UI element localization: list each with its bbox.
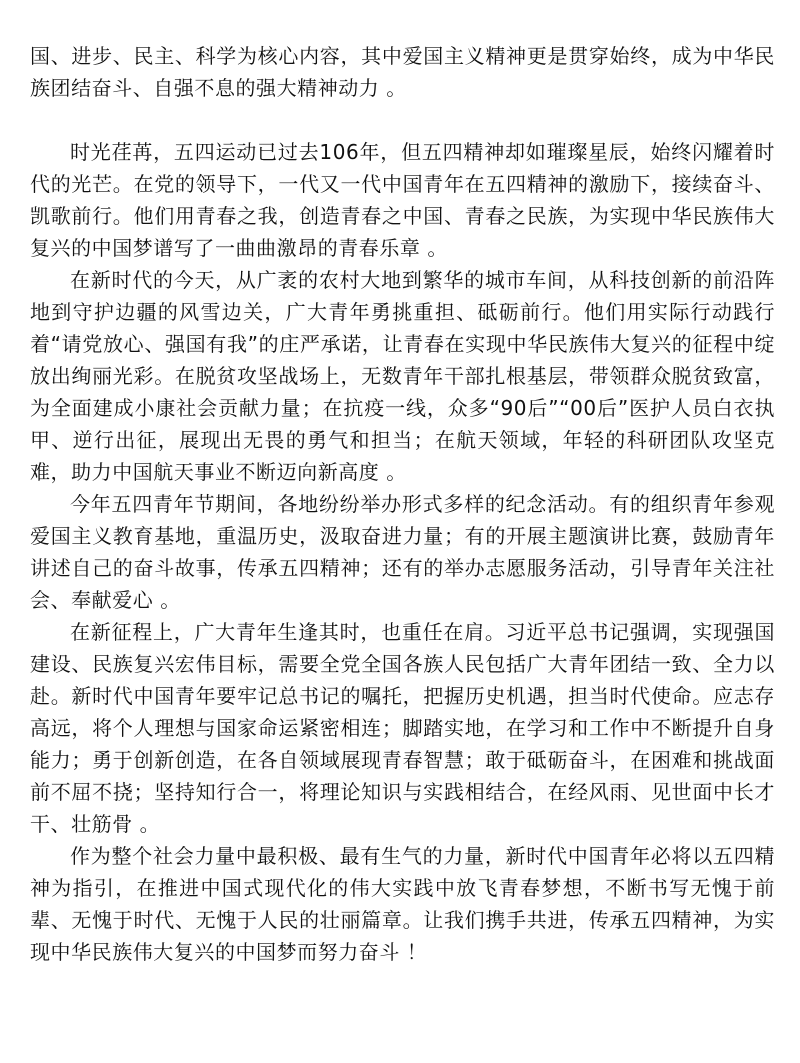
paragraph-2: 时光荏苒，五四运动已过去106年，但五四精神却如璀璨星辰，始终闪耀着时代的光芒。在党的领导下，一代又一代中国青年在五四精神的激励下，接续奋斗、凯歌前行。他们用青春之我，创造青春之中国、青春之民族，为实现中华民族伟大复兴的中国梦谱写了一曲曲激昂的青春乐章 。 bbox=[30, 140, 775, 260]
paragraph-3: 在新时代的今天，从广袤的农村大地到繁华的城市车间，从科技创新的前沿阵地到守护边疆的风雪边关，广大青年勇挑重担、砥砺前行。他们用实际行动践行着“请党放心、强国有我”的庄严承诺，让青春在实现中华民族伟大复兴的征程中绽放出绚丽光彩。在脱贫攻坚战场上，无数青年干部扎根基层，带领群众脱贫致富，为全面建成小康社会贡献力量；在抗疫一线，众多“90后”“00后”医护人员白衣执甲、逆行出征，展现出无畏的勇气和担当；在航天领域，年轻的科研团队攻坚克难，助力中国航天事业不断迈向新高度 。 bbox=[30, 268, 775, 484]
paragraph-5: 在新征程上，广大青年生逢其时，也重任在肩。习近平总书记强调，实现强国建设、民族复兴宏伟目标，需要全党全国各族人民包括广大青年团结一致、全力以赴。新时代中国青年要牢记总书记的嘱托，把握历史机遇，担当时代使命。应志存高远，将个人理想与国家命运紧密相连；脚踏实地，在学习和工作中不断提升自身能力；勇于创新创造，在各自领域展现青春智慧；敢于砥砺奋斗，在困难和挑战面前不屈不挠；坚持知行合一，将理论知识与实践相结合，在经风雨、见世面中长才干、壮筋骨 。 bbox=[30, 620, 775, 836]
paragraph-1: 国、进步、民主、科学为核心内容，其中爱国主义精神更是贯穿始终，成为中华民族团结奋斗、自强不息的强大精神动力 。 bbox=[30, 44, 775, 100]
article-body bbox=[30, 40, 775, 968]
paragraph-6: 作为整个社会力量中最积极、最有生气的力量，新时代中国青年必将以五四精神为指引，在推进中国式现代化的伟大实践中放飞青春梦想，不断书写无愧于前辈、无愧于时代、无愧于人民的壮丽篇章。让我们携手共进，传承五四精神，为实现中华民族伟大复兴的中国梦而努力奋斗 ！ bbox=[30, 844, 775, 964]
paragraph-4: 今年五四青年节期间，各地纷纷举办形式多样的纪念活动。有的组织青年参观爱国主义教育基地，重温历史，汲取奋进力量；有的开展主题演讲比赛，鼓励青年讲述自己的奋斗故事，传承五四精神；还有的举办志愿服务活动，引导青年关注社会、奉献爱心 。 bbox=[30, 492, 775, 612]
paragraph-gap bbox=[30, 104, 775, 136]
